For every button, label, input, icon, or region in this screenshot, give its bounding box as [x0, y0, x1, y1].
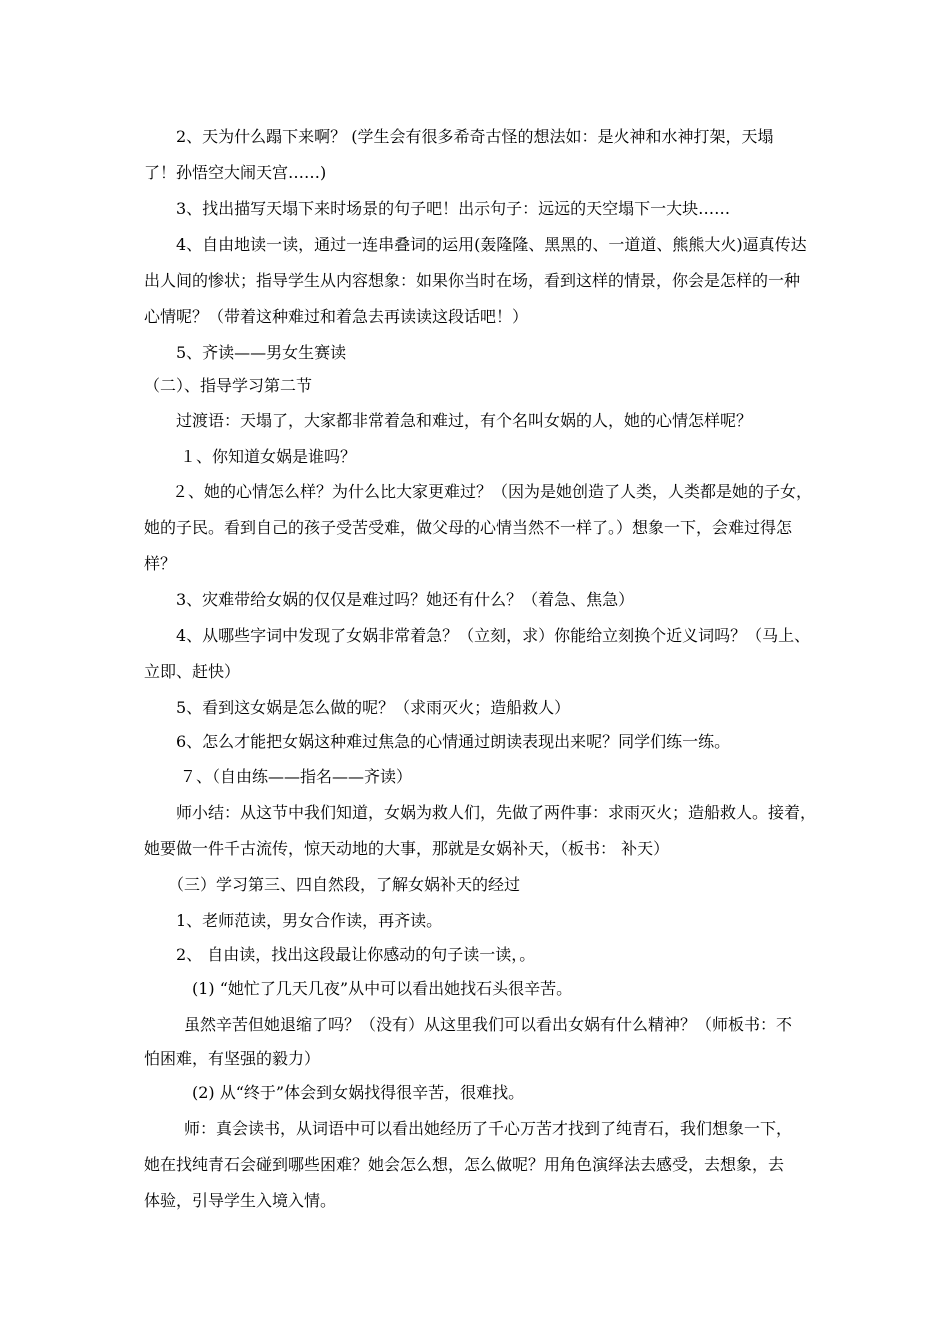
text-line: 体验，引导学生入境入情。	[144, 1191, 337, 1210]
text-line: 样？	[144, 554, 177, 573]
text-line: 4、自由地读一读，通过一连串叠词的运用(轰隆隆、黑黑的、一道道、熊熊大火)逼真传达	[176, 235, 807, 254]
section-heading: （二）、指导学习第二节	[144, 376, 313, 395]
text-line: 她在找纯青石会碰到哪些困难？她会怎么想，怎么做呢？用角色演绎法去感受，去想象，去	[144, 1155, 785, 1174]
text-line: 她要做一件千古流传，惊天动地的大事，那就是女娲补天，（板书： 补天）	[144, 839, 670, 858]
text-line: 5、齐读——男女生赛读	[176, 343, 347, 362]
text-line: 4、从哪些字词中发现了女娲非常着急？（立刻，求）你能给立刻换个近义词吗？（马上、	[176, 626, 811, 645]
text-line: 虽然辛苦但她退缩了吗？（没有）从这里我们可以看出女娲有什么精神？（师板书：不	[184, 1015, 793, 1034]
text-line: 过渡语：天塌了，大家都非常着急和难过，有个名叫女娲的人，她的心情怎样呢？	[176, 411, 753, 430]
section-heading: （三）学习第三、四自然段，了解女娲补天的经过	[168, 875, 521, 894]
text-line: 心情呢？（带着这种难过和着急去再读读这段话吧！）	[144, 307, 529, 326]
text-line: 出人间的惨状；指导学生从内容想象：如果你当时在场，看到这样的情景，你会是怎样的一种	[144, 271, 801, 290]
text-line: ７、（自由练——指名——齐读）	[180, 767, 413, 786]
text-line: 立即、赶快）	[144, 662, 241, 681]
text-line: (1) “她忙了几天几夜”从中可以看出她找石头很辛苦。	[192, 979, 573, 998]
text-line: (2) 从“终于”体会到女娲找得很辛苦，很难找。	[192, 1083, 525, 1102]
text-line: 3、找出描写天塌下来时场景的句子吧！出示句子：远远的天空塌下一大块……	[176, 199, 731, 218]
text-line: 怕困难，有坚强的毅力）	[144, 1049, 321, 1068]
text-line: 1、老师范读，男女合作读，再齐读。	[176, 911, 443, 930]
text-line: 2、 自由读，找出这段最让你感动的句子读一读，。	[176, 945, 536, 964]
text-line: 了！孙悟空大闹天宫……)	[144, 163, 327, 182]
text-line: 6、怎么才能把女娲这种难过焦急的心情通过朗读表现出来呢？同学们练一练。	[176, 732, 731, 751]
text-line: ２、她的心情怎么样？为什么比大家更难过？（因为是她创造了人类，人类都是她的子女，	[172, 482, 813, 501]
text-line: １、你知道女娲是谁吗？	[180, 447, 357, 466]
text-line: 师小结：从这节中我们知道，女娲为救人们，先做了两件事：求雨灭火；造船救人。接着，	[176, 803, 817, 822]
text-line: 她的子民。看到自己的孩子受苦受难，做父母的心情当然不一样了。）想象一下，会难过得怎	[144, 518, 793, 537]
text-line: 师：真会读书，从词语中可以看出她经历了千心万苦才找到了纯青石，我们想象一下，	[184, 1119, 793, 1138]
text-line: 3、灾难带给女娲的仅仅是难过吗？她还有什么？（着急、焦急）	[176, 590, 635, 609]
text-line: 5、看到这女娲是怎么做的呢？（求雨灭火；造船救人）	[176, 698, 571, 717]
text-line: 2、天为什么蹋下来啊？ (学生会有很多希奇古怪的想法如：是火神和水神打架，天塌	[176, 127, 774, 146]
